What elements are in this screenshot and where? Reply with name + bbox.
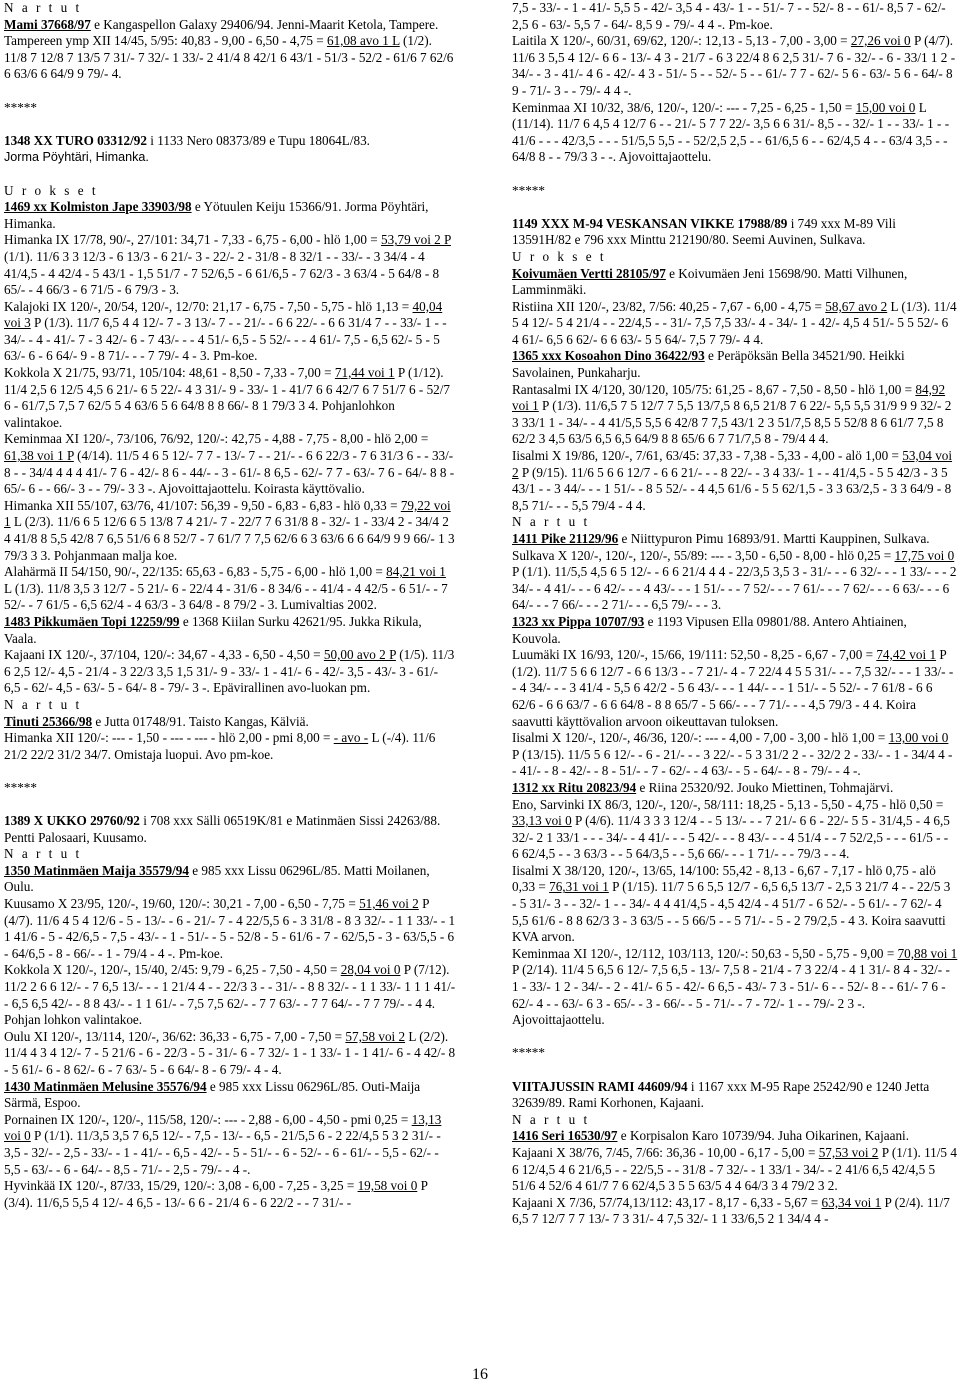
text-run: Luumäki IX 16/93, 120/-, 15/66, 19/111: 52,50 - 8,25 - 6,67 - 7,00 = <box>512 647 877 663</box>
section-heading: N a r t u t <box>4 696 82 712</box>
result-score: 61,08 avo 1 L <box>326 33 400 49</box>
result-score: 53,04 voi 2 <box>512 448 953 480</box>
text-run: (1/1). 11/6 3 3 12/3 - 6 13/3 - 6 21/- 3 - 22/- 2 - 31/8 - 8 32/1 - - 33/- - 3 34/4 - 4 41/4,5 - 4 42/4 - 5 43/1 - 1,5 51/7 - 7 52/6,5 - 6 61/6,5 - 7 62/3 - 3 63/4 - 5 64/8 - 8 65/- - 4 66/3 - 6 71/5 - 6 79/3 - 3. <box>4 248 440 298</box>
blank-line <box>512 1029 958 1046</box>
text-run: ***** <box>4 99 37 115</box>
text-paragraph <box>512 531 958 548</box>
blank-line <box>4 763 456 780</box>
entry-heading: 1312 xx Ritu 20823/94 <box>512 779 637 795</box>
entry-heading: 1323 xx Pippa 10707/93 <box>512 613 645 629</box>
text-run: P (1/3). 11/7 6,5 4 4 12/- 7 - 3 13/- 7 - - 21/- - 6 6 22/- - 6 6 31/4 7 - - 33/- 1 - - 34/- - 4 - 41/- 7 - 3 42/- 6 - 7 43/- - - 4 51/- 6,5 - 5 52/- - - 4 61/- 7,5 - 6,5 62/- 5 - 5 63/- 6 - 6 64/- 9 - 8 71/- - - 7 79/- 4 - 3. Pm-koe. <box>4 315 447 364</box>
text-paragraph <box>4 133 456 150</box>
text-paragraph <box>4 232 456 298</box>
result-score: 13,13 voi 0 <box>4 1111 442 1144</box>
text-run: P (4/7). 11/6 3 5,5 4 12/- 6 6 - 13/- 4 3 - 21/7 - 6 3 22/4 8 6 2,5 31/- 7 6 - 32/- - 6 - 33/1 1 2 - 34/- - 3 - 41/- 4 6 - 42/- 4 3 - 51/- 5 - - 52/- 5 - - 61/- 7 7 - 62/- 5 6 - 63/- 5 6 - 64/- 8 9 - 71/- 3 - - 79/- 4 4 -. <box>512 33 956 98</box>
text-run: ***** <box>4 779 37 795</box>
text-run: (4/14). 11/5 4 6 5 12/- 7 7 - 13/- 7 - - 21/- - 6 6 22/3 - 7 6 31/3 6 - - 33/- 8 - - 34/4 4 4 4 41/- 7 6 - 42/- 8 6 - 44/- - 3 - 61/- 8 6,5 - 62/- 7 7 - 63/- 7 6 - 64/- 8 8 - 65/- 6 - - 66/- 3 - - 79/- 3 3 -. Ajovoittajaottelu. Koirasta käyttövalio. <box>4 448 455 497</box>
text-paragraph <box>512 647 958 730</box>
result-score: 13,00 voi 0 <box>888 730 949 746</box>
text-paragraph <box>512 946 958 1029</box>
text-run: e Jutta 01748/91. Taisto Kangas, Kälviä. <box>92 713 309 729</box>
text-run: P (2/14). 11/4 5 6,5 6 12/- 7,5 6,5 - 13/- 7,5 8 - 21/4 - 7 3 22/4 - 4 1 31/- 8 4 - 32/- - 1 - 33/- 1 2 - 34/- - 2 - 41/- 6 5 - 42/- 6 6,5 - 43/- 7 3 - 51/- 6 - - 52/- 8 - - 61/- 7 6 - 62/- 4 - - 63/- 6 3 - 65/- - 3 - 66/- - 5 - 71/- - 7 - 72/- 1 - - 79/- 2 3 -. Ajovoittajaottelu. <box>512 962 950 1028</box>
text-run: e Niittypuron Pimu 16893/91. Martti Kauppinen, Sulkava. <box>618 531 930 546</box>
text-run: e Korpisalon Karo 10739/94. Juha Oikarinen, Kajaani. <box>617 1128 910 1144</box>
result-score: 74,42 voi 1 <box>876 647 937 663</box>
text-paragraph <box>4 33 456 83</box>
result-score: 27,26 voi 0 <box>850 33 911 49</box>
result-score: 51,46 voi 2 <box>359 896 419 912</box>
text-run: (1/5). 11/3 6 2,5 12/- 4,5 - 21/4 - 3 22/3 3,5 1,5 31/- 9 - 33/- 1 - 41/- 6 - 42/- 3,5 - 43/- 3 - 61/- 6,5 - 62/- 4,5 - 63/- 5 - 64/- 8 - 79/- 3 -. Epävirallinen avo-luokan pm. <box>4 647 455 696</box>
text-run: P (1/1). 11/3,5 3,5 7 6,5 12/- - 7,5 - 13/- - 6,5 - 21/5,5 6 - 2 22/4,5 5 3 2 31/- - 3,5 - 32/- - 2,5 - 33/- - 1 - 41/- - 6,5 - 42/- - 5 - 51/- - 6 - 52/- - 6 - 61/- - 5,5 - 62/- - 5,5 - 63/- - 6 - 64/- - 8,5 - 71/- - 2,5 - 79/- - 4 -. <box>4 1128 441 1177</box>
text-run: Kuusamo X 23/95, 120/-, 19/60, 120/-: 30,21 - 7,00 - 6,50 - 7,75 = <box>4 896 360 912</box>
text-run: P (4/7). 11/6 4 5 4 12/6 - 5 - 13/- - 6 - 21/- 7 - 4 22/5,5 6 - 3 31/8 - 8 3 32/- - 1 1 33/- - 1 1 41/6 - 5 - 42/6,5 - 7,5 - 43/- - 1 - 51/- - 5 - 52/8 - 5 - 61/6 - 7 - 62/5,5 - 3 - 63/5,5 - 6 - 64/6,5 - 8 - 66/- - 1 - 79/4 - 4 -. Pm-koe. <box>4 896 456 961</box>
result-score: - avo - <box>333 730 369 746</box>
section-heading: N a r t u t <box>4 846 82 862</box>
text-run: Oulu XI 120/-, 13/114, 120/-, 36/62: 36,33 - 6,75 - 7,00 - 7,50 = <box>4 1028 346 1044</box>
text-paragraph <box>4 564 456 614</box>
section-heading: U r o k s e t <box>512 248 607 264</box>
text-paragraph <box>4 100 456 117</box>
blank-line <box>512 166 958 183</box>
text-paragraph <box>512 614 958 647</box>
text-run: Kajaani X 7/36, 57/74,13/112: 43,17 - 8,17 - 6,33 - 5,67 = <box>512 1194 822 1210</box>
text-run: L (1/3). 11/8 3,5 3 12/7 - 5 21/- 6 - 22/4 4 - 31/6 - 8 34/6 - - 41/4 - 4 42/5 - 6 51/- - 7 52/- - 7 61/5 - 6,5 62/4 - 4 63/3 - 3 64/8 - 8 79/2 - 3. Lumivaltias 2002. <box>4 580 448 613</box>
result-score: 79,22 voi 1 <box>4 497 451 530</box>
text-paragraph <box>4 962 456 1028</box>
blank-line <box>4 116 456 133</box>
text-run: P (3/4). 11/6,5 5,5 4 12/- 4 6,5 - 13/- 6 6 - 21/4 6 - 6 22/2 - - 7 31/- - <box>4 1178 428 1210</box>
text-paragraph <box>4 199 456 232</box>
text-run: P (1/1). 11/5,5 4,5 6 5 12/- - 6 6 21/4 4 4 - 22/3,5 3,5 3 - 31/- - - 6 32/- - - 1 33/- - - 2 34/- - 4 41/- - - 6 42/- - - 4 43/- - - 1 51/- - - 7 52/- - - 7 61/- - - 7 62/- - - 6 63/- - - 6 64/- - - 7 66/- - - 2 71/- - - 6,5 79/- - - 3. <box>512 564 957 613</box>
entry-heading: Mami 37668/97 <box>4 16 91 32</box>
text-run: Kokkola X 120/-, 120/-, 15/40, 2/45: 9,79 - 6,25 - 7,50 - 4,50 = <box>4 962 341 978</box>
entry-heading: 1365 xxx Kosoahon Dino 36422/93 <box>512 348 705 364</box>
text-paragraph <box>512 1045 958 1062</box>
text-paragraph <box>512 299 958 349</box>
entry-heading: 1149 XXX M-94 VESKANSAN VIKKE 17988/89 <box>512 215 788 231</box>
text-run: i 1167 xxx M-95 Rape 25242/90 e 1240 Jetta 32639/89. Rami Korhonen, Kajaani. <box>512 1078 930 1111</box>
text-paragraph <box>512 100 958 166</box>
text-run: L (11/14). 11/7 6 4,5 4 12/7 6 - - 21/- 5 7 7 22/- 3,5 6 6 31/- 8,5 - - 32/- 1 - - 33/- 1 - - 41/6 - - - 42/3,5 - - - 51/5,5 5,5 - - 52/2,5 2,5 - - 61/6,5 6 - - 62/4,5 4 - - 63/4 3,5 - - 64/8 8 - - 79/3 3 - -. Ajovoittajaottelu. <box>512 99 950 165</box>
text-run: Himanka XII 120/-: --- - 1,50 - --- - --- - hlö 2,00 - pmi 8,00 = <box>4 730 334 746</box>
result-score: 40,04 voi 3 <box>4 298 443 331</box>
text-run: P (4/6). 11/4 3 3 3 12/4 - - 5 13/- - - 7 21/- 6 6 - 22/- 5 5 - 31/4,5 - 4 6,5 32/- 2 1 33/1 - - - 34/- - 4 41/- - - 5 42/- - - 8 43/- - - 4 51/4 - - 7 52/2,5 - - - 61/5 - - 6 62/4,5 - - 3 63/3 - - 5 64/3,5 - - 5,6 66/- - - 1 71/- - - 79/3 - - 4. <box>512 813 950 862</box>
entry-heading: 1430 Matinmäen Melusine 35576/94 <box>4 1078 207 1094</box>
section-heading: N a r t u t <box>512 514 590 530</box>
text-run: Hyvinkää IX 120/-, 87/33, 15/29, 120/-: 3,08 - 6,00 - 7,25 - 3,25 = <box>4 1178 358 1194</box>
text-paragraph <box>512 266 958 299</box>
text-run: L (1/3). 11/4 5 4 12/- 5 4 21/4 - - 22/4,5 - - 31/- 7,5 7,5 33/- 4 - 34/- 1 - 42/- 4,5 4 51/- 5 5 52/- 6 4 61/- 6,5 6 62/- 6 6 63/- 5 5 64/- 7,5 7 79/- 4 4. <box>512 298 957 347</box>
text-run: Keminmaa XI 120/-, 73/106, 76/92, 120/-: 42,75 - 4,88 - 7,75 - 8,00 - hlö 2,00 = <box>4 431 429 447</box>
blank-line <box>4 83 456 100</box>
text-run: Eno, Sarvinki IX 86/3, 120/-, 120/-, 58/111: 18,25 - 5,13 - 5,50 - 4,75 - hlö 0,50 = <box>512 796 944 812</box>
result-score: 84,21 voi 1 <box>386 564 446 580</box>
text-paragraph <box>512 216 958 249</box>
text-run: Kajaani IX 120/-, 37/104, 120/-: 34,67 - 4,33 - 6,50 - 4,50 = <box>4 647 324 663</box>
text-paragraph <box>512 1145 958 1195</box>
result-score: 28,04 voi 0 <box>340 962 401 978</box>
result-score: 70,88 voi 1 <box>897 945 958 961</box>
text-run: ***** <box>512 182 545 198</box>
text-run: Alahärmä II 54/150, 90/-, 22/135: 65,63 - 6,83 - 5,75 - 6,00 - hlö 1,00 = <box>4 564 387 580</box>
entry-heading: 1389 X UKKO 29760/92 <box>4 813 140 829</box>
text-run: e Peräpöksän Bella 34521/90. Heikki Savolainen, Punkaharju. <box>512 348 905 381</box>
text-run: Kokkola X 21/75, 93/71, 105/104: 48,61 - 8,50 - 7,33 - 7,00 = <box>4 365 335 381</box>
text-run: Kalajoki IX 120/-, 20/54, 120/-, 12/70: 21,17 - 6,75 - 7,50 - 5,75 - hlö 1,13 = <box>4 298 413 314</box>
result-score: 61,38 voi 1 P <box>4 448 74 464</box>
text-paragraph <box>4 149 456 166</box>
text-run: Iisalmi X 38/120, 120/-, 13/65, 14/100: 55,42 - 8,13 - 6,67 - 7,17 - hlö 0,75 - alö 0,33 = <box>512 862 936 895</box>
text-run: P (7/12). 11/2 2 6 6 12/- - 7 6,5 13/- - - 1 21/4 4 - - 22/3 3 - - 31/- - 8 8 32/- - 1 1 33/- 1 1 1 41/- - 6,5 6,5 42/- - 8 8 43/- - 1 1 61/- - 7,5 7,5 62/- - 7 7 63/- - 7 7 64/- - 7 7 79/- - 4 4. Pohjan lohkon valintakoe. <box>4 962 456 1028</box>
text-run: Keminmaa XI 120/-, 12/112, 103/113, 120/-: 50,63 - 5,50 - 5,75 - 9,00 = <box>512 945 898 961</box>
text-paragraph <box>4 1178 456 1211</box>
text-run: Himanka IX 17/78, 90/-, 27/101: 34,71 - 7,33 - 6,75 - 6,00 - hlö 1,00 = <box>4 232 382 248</box>
text-paragraph <box>4 813 456 846</box>
text-run: e 985 xxx Lissu 06296L/85. Matti Moilanen, Oulu. <box>4 862 430 895</box>
entry-heading: 1350 Matinmäen Maija 35579/94 <box>4 862 189 878</box>
text-paragraph <box>512 1195 958 1228</box>
text-paragraph <box>4 1112 456 1178</box>
text-paragraph <box>4 863 456 896</box>
text-run: L (-/4). 11/6 21/2 22/2 31/2 34/7. Omistaja luopui. Avo pm-koe. <box>4 730 436 762</box>
text-run: P (9/15). 11/6 5 6 6 12/7 - 6 6 21/- - - 8 22/- - 3 4 33/- 1 - - 41/4,5 - 5 5 42/3 - 3 5 43/1 - - 3 44/- - - 1 51/- - 8 5 52/- - 4 4,5 61/6 - 5 5 62/1,5 - 3 3 63/2,5 - 3 3 64/9 - 8 8,5 71/- - - 5,5 79/4 - 4 4. <box>512 464 952 513</box>
text-paragraph <box>512 382 958 448</box>
text-run: i 749 xxx M-89 Vili 13591H/82 e 796 xxx Minttu 212190/80. Seemi Auvinen, Sulkava. <box>512 215 896 248</box>
result-score: 33,13 voi 0 <box>512 813 572 829</box>
text-run: e Yötuulen Keiju 15366/91. Jorma Pöyhtäri, Himanka. <box>4 199 429 231</box>
text-run: e Kangaspellon Galaxy 29406/94. Jenni-Maarit Ketola, Tampere. <box>90 16 439 32</box>
text-paragraph <box>4 896 456 962</box>
text-paragraph <box>512 730 958 780</box>
text-run: ***** <box>512 1045 545 1061</box>
text-paragraph <box>512 863 958 946</box>
text-run: e 1368 Kiilan Surku 42621/95. Jukka Rikula, Vaala. <box>4 613 422 646</box>
text-paragraph <box>512 448 958 514</box>
text-run: Laitila X 120/-, 60/31, 69/62, 120/-: 12,13 - 5,13 - 7,00 - 3,00 = <box>512 33 851 49</box>
blank-line <box>4 166 456 183</box>
text-paragraph <box>512 348 958 381</box>
text-run: Keminmaa XI 10/32, 38/6, 120/-, 120/-: --- - 7,25 - 6,25 - 1,50 = <box>512 99 856 115</box>
text-run: P (1/1). 11/5 4 6 12/4,5 4 6 21/6,5 - - 22/5,5 - - 31/8 - 7 32/- - 1 33/1 - 34/- - 2 41/6 6,5 42/4,5 5 51/6 4 52/6 4 61/7 7 6 62/4,5 3 5 5 63/5 4 4 64/3 3 4 79/2 3 2. <box>512 1144 957 1194</box>
text-paragraph <box>4 714 456 731</box>
result-score: 15,00 voi 0 <box>855 99 916 115</box>
left-column <box>4 0 456 1211</box>
text-paragraph <box>512 1079 958 1112</box>
text-paragraph <box>4 365 456 431</box>
text-run: Iisalmi X 120/-, 120/-, 46/36, 120/-: --- - 4,00 - 7,00 - 3,00 - hlö 1,00 = <box>512 730 889 746</box>
text-paragraph <box>4 498 456 564</box>
result-score: 53,79 voi 2 P <box>381 232 451 248</box>
text-paragraph <box>512 780 958 797</box>
text-paragraph <box>4 647 456 697</box>
text-run: P (1/3). 11/6,5 7 5 12/7 7 5,5 13/7,5 8 6,5 21/8 7 6 22/- 5,5 5,5 31/9 9 9 32/- 2 3 33/1 1 - 34/- - 4 41/5,5 5,5 6 42/8 7 7,5 43/1 2 3 51/7,5 8,5 5 52/8 8 6 61/7 7,5 8 62/2 3 4,5 63/5 6,5 6,5 64/9 8 8 65/6 6 7 71/7,5 8 - 79/4 4 4. <box>512 398 952 447</box>
text-run: Kajaani X 38/76, 7/45, 7/66: 36,36 - 10,00 - 6,17 - 5,00 = <box>512 1144 819 1160</box>
text-paragraph <box>4 17 456 34</box>
text-paragraph <box>512 1128 958 1145</box>
text-paragraph <box>4 1079 456 1112</box>
entry-heading: Tinuti 25366/98 <box>4 713 93 729</box>
text-run: P (13/15). 11/5 5 6 12/- - 6 - 21/- - - 3 22/- - 5 3 31/2 2 - - 32/2 2 - 33/- - 1 - 34/4 4 - - 41/- - 8 - 42/- - 8 - 51/- - 7 - 62/- - 4 63/- - 5 - 64/- - 8 - 79/- - 4 -. <box>512 746 953 779</box>
text-run: i 1133 Nero 08373/89 e Tupu 18064L/83. <box>147 132 370 148</box>
entry-heading: 1411 Pike 21129/96 <box>512 531 619 546</box>
text-paragraph <box>4 730 456 763</box>
text-run: Tampereen ymp XII 14/45, 5/95: 40,83 - 9,00 - 6,50 - 4,75 = <box>4 33 327 49</box>
text-run: P (1/15). 11/7 5 6 5,5 12/7 - 6,5 6,5 13/7 - 2,5 3 21/7 4 - - 22/5 3 - 5 31/- 3 - - 32/- 1 - - 34/- 4 4 41/4,5 - 4,5 42/4 - 4 51/7 - 6 52/- - 5 61/- - 7 62/- 4 5,5 61/6 - 8 8 62/3 3 - 3 63/5 - - 5 66/5 - - 5 71/- - 5 - 2 79/2,5 - 4 3. Koira saavutti KVA arvon. <box>512 879 951 945</box>
text-run: P (1/12). 11/4 2,5 6 12/5 4,5 6 21/- 6 5 22/- 4 3 31/- 9 - 33/- 1 - 41/7 6 6 42/7 6 7 51/7 6 - 52/7 6 - 61/7,5 7,5 7 62/5 5 4 63/6 5 6 64/8 8 8 66/- 8 1 79/3 3 4. Pohjanlohkon valintakoe. <box>4 365 451 430</box>
right-column <box>512 0 958 1228</box>
text-run: e Riina 25320/92. Jouko Miettinen, Tohmajärvi. <box>636 779 894 795</box>
text-run: Rantasalmi IX 4/120, 30/120, 105/75: 61,25 - 8,67 - 7,50 - 8,50 - hlö 1,00 = <box>512 381 916 397</box>
text-run: e Koivumäen Jeni 15698/90. Matti Vilhunen, Lamminmäki. <box>512 265 908 298</box>
text-run: (1/2). 11/8 7 12/8 7 13/5 7 31/- 7 32/- 1 33/- 2 41/4 8 42/1 6 43/1 - 51/3 - 52/2 - 61/6 7 62/6 6 63/6 6 64/9 9 79/- 4. <box>4 33 454 82</box>
text-paragraph <box>4 1029 456 1079</box>
result-score: 17,75 voi 0 <box>894 547 955 563</box>
text-paragraph <box>512 797 958 863</box>
result-score: 57,58 voi 2 <box>345 1028 406 1044</box>
page-number: 16 <box>472 1366 488 1383</box>
text-run: Himanka XII 55/107, 63/76, 41/107: 56,39 - 9,50 - 6,83 - 6,83 - hlö 0,33 = <box>4 497 401 513</box>
entry-heading: Koivumäen Vertti 28105/97 <box>512 265 666 281</box>
text-run: Iisalmi X 19/86, 120/-, 7/61, 63/45: 37,33 - 7,38 - 5,33 - 4,00 - alö 1,00 = <box>512 448 903 464</box>
text-paragraph <box>4 614 456 647</box>
text-run: e 1193 Vipusen Ella 09801/88. Antero Ahtiainen, Kouvola. <box>512 613 907 646</box>
text-run: e 985 xxx Lissu 06296L/85. Outi-Maija Särmä, Espoo. <box>4 1078 421 1111</box>
result-score: 57,53 voi 2 <box>818 1144 879 1160</box>
text-paragraph <box>512 33 958 99</box>
text-run: i 708 xxx Sälli 06519K/81 e Matinmäen Sissi 24263/88. Pentti Palosaari, Kuusamo. <box>4 813 441 845</box>
result-score: 58,67 avo 2 <box>825 298 888 314</box>
text-paragraph <box>4 431 456 497</box>
text-run: P (2/4). 11/7 6,5 7 12/7 7 7 13/- 7 3 31/- 4 7,5 32/- 1 1 33/6,5 2 1 34/4 4 - <box>512 1194 950 1227</box>
entry-heading: 1483 Pikkumäen Topi 12259/99 <box>4 613 180 629</box>
blank-line <box>512 1062 958 1079</box>
result-score: 76,31 voi 1 <box>549 879 609 895</box>
entry-heading: 1469 xx Kolmiston Jape 33903/98 <box>4 199 192 215</box>
text-paragraph <box>4 299 456 365</box>
text-run: P (1/2). 11/7 5 6 6 12/7 - 6 6 13/3 - - 7 21/- 4 - 7 22/4 4 5 5 31/- - - 7,5 32/- - - 1 33/- - - 4 34/- - - 3 41/4 - 5,5 6 42/2 - 5 6 43/- - - 1 44/- - - 1 51/- - 5 52/- - 7 61/8 - 6 6 62/6 - 6 6 63/7 - 6 6 64/8 - 8 8 65/7 - 5 66/- - - 7 71/- - - 4,5 79/3 - 4 4. Koira saavutti käyttövalion arvoon oikeuttavan tuloksen. <box>512 647 954 729</box>
result-score: 50,00 avo 2 P <box>323 647 396 663</box>
blank-line <box>512 199 958 216</box>
section-heading: U r o k s e t <box>4 182 99 198</box>
text-paragraph <box>4 780 456 797</box>
entry-heading: 1348 XX TURO 03312/92 <box>4 132 147 148</box>
result-score: 19,58 voi 0 <box>357 1178 418 1194</box>
blank-line <box>4 797 456 814</box>
result-score: 71,44 voi 1 <box>334 365 395 381</box>
result-score: 84,92 voi 1 <box>512 381 946 414</box>
section-heading: N a r t u t <box>4 0 82 15</box>
text-run: Pornainen IX 120/-, 120/-, 115/58, 120/-: --- - 2,88 - 6,00 - 4,50 - pmi 0,25 = <box>4 1111 412 1127</box>
text-run: Jorma Pöyhtäri, Himanka. <box>4 150 149 165</box>
text-paragraph <box>512 0 958 33</box>
text-run: 7,5 - 33/- - 1 - 41/- 5,5 5 - 42/- 3,5 4 - 43/- 1 - - 51/- 7 - - 52/- 8 - - 61/- 8,5 7 - 62/- 2,5 6 - 63/- 5,5 7 - 64/- 8,5 9 - 79/- 4 4 -. Pm-koe. <box>512 0 946 32</box>
text-paragraph <box>512 183 958 200</box>
text-paragraph <box>512 548 958 614</box>
entry-heading: VIITAJUSSIN RAMI 44609/94 <box>512 1078 688 1094</box>
text-run: Ristiina XII 120/-, 23/82, 7/56: 40,25 - 7,67 - 6,00 - 4,75 = <box>512 298 826 314</box>
result-score: 63,34 voi 1 <box>821 1194 882 1210</box>
entry-heading: 1416 Seri 16530/97 <box>512 1128 618 1144</box>
text-run: Sulkava X 120/-, 120/-, 120/-, 55/89: --- - 3,50 - 6,50 - 8,00 - hlö 0,25 = <box>512 547 895 563</box>
text-run: L (2/2). 11/4 4 3 4 12/- 7 - 5 21/6 - 6 - 22/3 - 5 - 31/- 6 - 7 32/- 1 - 1 33/- 1 - 1 41/- 6 - 4 42/- 8 - 5 61/- 6 - 8 62/- 6 - 7 63/- 5 - 6 64/- 8 - 6 79/- 4 - 4. <box>4 1028 456 1077</box>
text-run: L (2/3). 11/6 6 5 12/6 6 5 13/8 7 4 21/- 7 - 22/7 7 6 31/8 8 - 32/- 1 - 33/4 2 - 34/4 2 4 41/8 8 5,5 42/8 7 6,5 51/6 6 8 52/7 - 7 61/7 7 7,5 62/6 6 3 63/6 6 6 64/9 9 9 66/- 1 3 79/3 3 3. Pohjanmaan malja koe. <box>4 514 455 563</box>
section-heading: N a r t u t <box>512 1111 590 1127</box>
